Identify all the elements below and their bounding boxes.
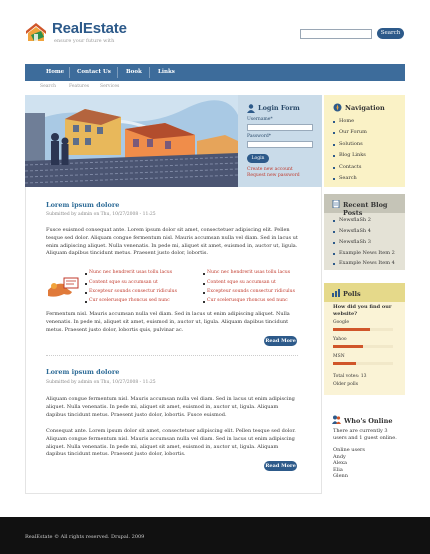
older-polls-link[interactable]: Older polls [333,382,359,387]
navigation-item[interactable]: Blog Links [339,152,366,158]
feature-link[interactable]: Cur scelerusque rhoncus sed nunc [89,298,170,303]
feature-link[interactable]: Nunc nec hendrerit usas tollu lacus [89,270,173,275]
chart-icon [332,289,340,297]
feature-link[interactable]: Nunc nec hendrerit usas tollu lacus [207,270,291,275]
recent-post-link[interactable]: Example News Item 4 [339,260,395,266]
nav-divider [69,67,70,78]
logo-icon [25,21,47,43]
bullet-icon [333,242,335,244]
bullet-icon [333,167,335,169]
polls-block [324,283,405,395]
bullet-icon [333,263,335,265]
navigation-item[interactable]: Search [339,175,357,181]
login-button[interactable]: Login [247,154,269,163]
online-user[interactable]: Glenn [333,473,348,479]
nav-item-links[interactable]: Links [158,69,175,75]
polls-title: Polls [343,290,361,298]
post-divider [46,355,298,356]
site-tagline: ensure your future with [54,38,115,44]
whos-online-title: Who's Online [344,417,393,425]
post-meta: Submitted by admin on Thu, 10/27/2008 - 11:25 [46,212,156,217]
hand-key-icon [46,274,82,302]
list-bullet [85,273,87,275]
navigation-item[interactable]: Contacts [339,164,362,170]
post-title[interactable]: Lorem ipsum dolore [46,368,120,376]
main-navigation [25,64,405,81]
post-meta: Submitted by admin on Thu, 10/27/2008 - 11:25 [46,380,156,385]
online-summary: There are currently 3 users and 1 guest online. [333,428,397,441]
navigation-item[interactable]: Solutions [339,141,363,147]
poll-bar [333,328,393,331]
post-title[interactable]: Lorem ipsum dolore [46,201,120,209]
site-name[interactable]: RealEstate [52,20,127,37]
bullet-icon [333,121,335,123]
feature-link[interactable]: Content sque su accumsan ut [207,280,276,285]
recent-posts-title: Recent Blog Posts [343,201,388,217]
hero-illustration [25,95,238,187]
poll-bar [333,362,393,365]
feature-link[interactable]: Excepteur sounds consectur ridiculus [89,289,177,294]
online-user[interactable]: Andy [333,453,346,460]
whos-online-block [324,410,405,480]
list-bullet [203,301,205,303]
list-bullet [203,292,205,294]
recent-posts-block [324,194,405,270]
bullet-icon [333,144,335,146]
create-account-link[interactable]: Create new account [247,167,293,172]
nav-item-home[interactable]: Home [46,69,65,75]
search-button[interactable]: Search [377,28,404,39]
poll-option-label: Yahoo [333,337,347,342]
footer-copyright: RealEstate © All rights reserved. Drupal. 2009 [25,534,145,540]
list-bullet [85,301,87,303]
search-input[interactable] [300,29,372,39]
user-icon [247,104,255,113]
poll-option-label: MSN [333,354,345,359]
recent-post-link[interactable]: NewsflaSh 2 [339,217,371,223]
list-bullet [85,292,87,294]
recent-post-link[interactable]: NewsflaSh 4 [339,228,371,234]
recent-post-link[interactable]: NewsflaSh 3 [339,239,371,245]
online-user[interactable]: Alexa [333,460,347,466]
list-bullet [203,283,205,285]
online-users-list: Online users Andy Alexa Elia Glenn [333,447,365,479]
post-body: Aliquam congue fermentum nisl. Mauris accumsan nulla vel diam. Sed in lacus ut enim adipiscing aliquet. Nulla venenatis. In pede mi, aliquet sit amet, euismod in, auctor ut, ligula. Aliquam dapibus tincidunt metus. Praesent justo dolor, lobortis. Fusce euismod. [46,396,295,418]
bullet-icon [333,132,335,134]
read-more-button[interactable]: Read More [265,463,296,469]
bullet-icon [333,155,335,157]
nav-item-book[interactable]: Book [126,69,142,75]
breadcrumb-item[interactable]: Search [40,84,56,89]
breadcrumb-item[interactable]: Features [69,84,90,89]
list-bullet [85,283,87,285]
bullet-icon [333,220,335,222]
navigation-item[interactable]: Our Forum [339,129,367,135]
poll-bar [333,345,393,348]
poll-total-votes: Total votes: 13 [333,374,367,379]
navigation-item[interactable]: Home [339,118,355,124]
online-user[interactable]: Elia [333,466,343,473]
password-label: Password* [247,134,271,139]
users-icon [332,415,341,424]
nav-item-contact-us[interactable]: Contact Us [77,69,111,75]
username-field[interactable] [247,124,313,131]
poll-question: How did you find our website? [333,304,392,317]
breadcrumb-item[interactable]: Services [100,84,120,89]
navigation-block-title: Navigation [345,104,385,112]
nav-divider [149,67,150,78]
compass-icon [333,103,342,112]
feature-link[interactable]: Cur scelerusque rhoncus sed nunc [207,298,288,303]
read-more-button[interactable]: Read More [265,338,296,344]
list-bullet [203,273,205,275]
poll-option-label: Google [333,320,349,325]
bullet-icon [333,253,335,255]
post-body: Fusce euismod consequat ante. Lorem ipsum dolor sit amet, consectetuer adipiscing elit. Pellen tesque sed dolor. Aliquam congue fermentum nisl. Mauris accumsan nulla vel diam. Sed in lacus ut enim adipiscing aliquet. Nulla venenatis. In pede mi, aliquet sit amet, euismod in, auctor ut, ligula. Aliquam dapibus tincidunt metus. Praesent justo dolor, lobortis. [46,227,298,257]
post-body: Fermentum nisl. Mauris accumsan nulla vel diam. Sed in lacus ut enim adipiscing aliquet. Nulla venenatis. In pede mi, aliquet sit amet, euismod in, auctor ut, ligula. Aliquam dapibus tincidunt metus. Praesent justo dolor, lobortis quis, pulvinar ac. [46,311,290,333]
bullet-icon [333,231,335,233]
document-icon [332,200,340,208]
nav-divider [117,67,118,78]
password-field[interactable] [247,141,313,148]
recent-post-link[interactable]: Example News Item 2 [339,250,395,256]
request-password-link[interactable]: Request new password [247,173,300,178]
breadcrumb [25,83,405,93]
feature-link[interactable]: Excepteur sounds consectur ridiculus [207,289,295,294]
username-label: Username* [247,117,273,122]
bullet-icon [333,178,335,180]
login-form-title: Login Form [258,104,300,112]
feature-link[interactable]: Content sque su accumsan ut [89,280,158,285]
post-body: Consequat ante. Lorem ipsum dolor sit amet, consectetuer adipiscing elit. Pellen tesque sed dolor. Aliquam congue fermentum nisl. Mauris accumsan nulla vel diam. Sed in lacus ut enim adipiscing aliquet. Nulla venenatis. In pede mi, aliquet sit amet, euismod in, auctor ut, ligula. Aliquam dapibus tincidunt metus. Praesent justo dolor, lobortis. [46,428,296,458]
